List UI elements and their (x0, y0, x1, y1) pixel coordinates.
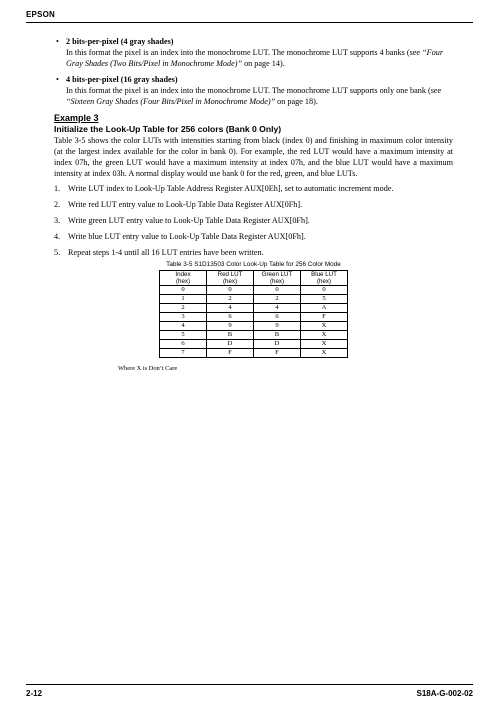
bullet-dot-icon: • (56, 37, 59, 46)
example-subheading: Initialize the Look-Up Table for 256 colors (Bank 0 Only) (54, 124, 282, 134)
column-header-red: Red LUT (hex) (207, 271, 254, 286)
bullet-text-end: on page 14). (242, 59, 285, 68)
bullet-title: 4 bits-per-pixel (16 gray shades) (66, 75, 178, 84)
column-header-blue: Blue LUT (hex) (301, 271, 348, 286)
steps-list (54, 183, 453, 258)
table-row: 7 F F X (160, 349, 348, 358)
table-note: Where X is Don’t Care (118, 365, 178, 373)
page-number: 2-12 (26, 689, 43, 698)
bullet-body (66, 85, 453, 107)
cross-reference-link[interactable]: “Sixteen Gray Shades (Four Bits/Pixel in Monochrome Mode)” (66, 97, 276, 106)
step-number: 4. (54, 232, 61, 241)
document-id: S18A-G-002-02 (416, 689, 473, 698)
footer-rule (26, 684, 473, 685)
table-row: 0 0 0 0 (160, 286, 348, 295)
table-row: 3 6 6 F (160, 313, 348, 322)
step-number: 5. (54, 248, 61, 257)
lut-table (159, 270, 348, 358)
list-item (54, 215, 453, 226)
column-header-index: Index (hex) (160, 271, 207, 286)
list-item (54, 183, 453, 194)
bullet-text-end: on page 18). (275, 97, 318, 106)
table-row: 5 B B X (160, 331, 348, 340)
table-row: 2 4 4 A (160, 304, 348, 313)
bullet-body (66, 47, 453, 69)
header-rule (26, 22, 473, 23)
step-text: Write green LUT entry value to Look-Up Table Data Register AUX[0Fh]. (68, 216, 310, 225)
table-header-row (160, 271, 348, 286)
bullet-text: In this format the pixel is an index into the monochrome LUT. The monochrome LUT supports only one bank (see (66, 86, 442, 95)
list-item (54, 199, 453, 210)
bullet-text: In this format the pixel is an index into the monochrome LUT. The monochrome LUT supports 4 banks (see (66, 48, 423, 57)
table-caption: Table 3-5 S1D13503 Color Look-Up Table for 256 Color Mode (166, 261, 341, 268)
table-row: 6 D D X (160, 340, 348, 349)
list-item (54, 231, 453, 242)
example-paragraph: Table 3-5 shows the color LUTs with intensities starting from black (index 0) and finishing in maximum color intensity (at the largest index available for the color in bank 0). For example, the red LUT would have a maximum intensity at index 07h, the green LUT would have a maximum intensity at index 07h, and the blue LUT would have a maximum intensity at index 03h. A normal display would use bank 0 for the red, green, and blue LUTs. (54, 136, 453, 178)
step-number: 1. (54, 184, 61, 193)
bullet-dot-icon: • (56, 75, 59, 84)
step-text: Repeat steps 1-4 until all 16 LUT entries have been written. (68, 248, 264, 257)
bullet-item (54, 74, 453, 107)
table-row: 4 9 9 X (160, 322, 348, 331)
step-text: Write blue LUT entry value to Look-Up Table Data Register AUX[0Fh]. (68, 232, 306, 241)
bullet-item (54, 36, 453, 69)
bullet-title: 2 bits-per-pixel (4 gray shades) (66, 37, 174, 46)
step-number: 3. (54, 216, 61, 225)
table-row: 1 2 2 5 (160, 295, 348, 304)
step-number: 2. (54, 200, 61, 209)
header-brand: EPSON (26, 10, 56, 19)
cross-reference-link[interactable]: “Four Gray Shades (Two Bits/Pixel in Monochrome Mode)” (66, 48, 444, 68)
example-heading: Example 3 (54, 113, 99, 123)
column-header-green: Green LUT (hex) (254, 271, 301, 286)
list-item (54, 247, 453, 258)
content-area (54, 36, 453, 374)
step-text: Write LUT index to Look-Up Table Address Register AUX[0Eh], set to automatic increment mode. (68, 184, 394, 193)
step-text: Write red LUT entry value to Look-Up Table Data Register AUX[0Fh]. (68, 200, 303, 209)
